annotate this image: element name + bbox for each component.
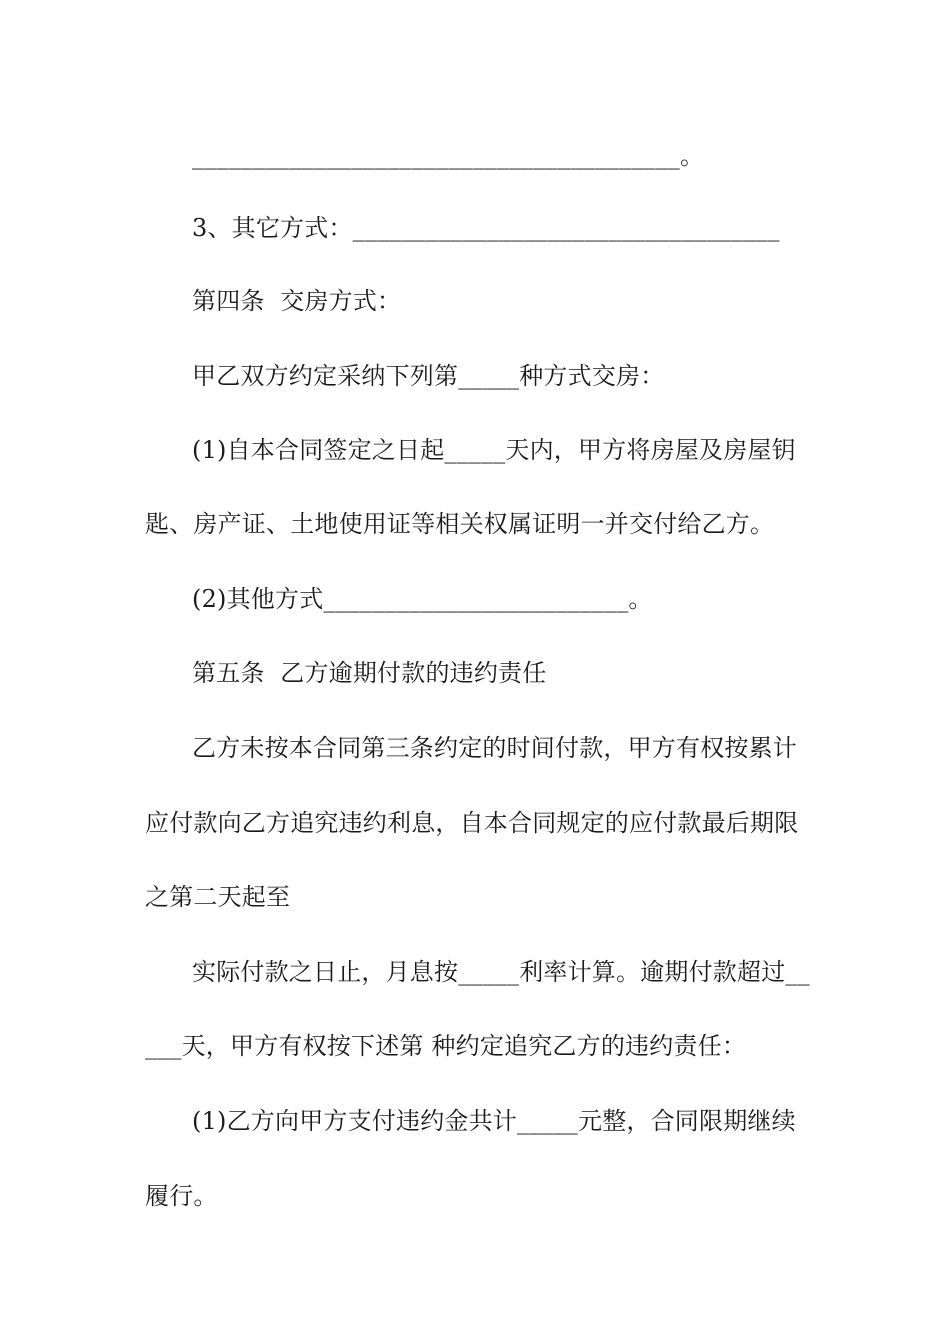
article-5-para-1-line-1: 乙方未按本合同第三条约定的时间付款，甲方有权按累计 bbox=[192, 734, 797, 762]
article-5-para-1-line-3: 之第二天起至 bbox=[145, 883, 291, 911]
article-5-item-1-line-1: (1)乙方向甲方支付违约金共计_____元整，合同限期继续 bbox=[192, 1107, 796, 1135]
article-5-para-1-line-2: 应付款向乙方追究违约利息，自本合同规定的应付款最后期限 bbox=[145, 809, 799, 837]
article-5-para-2-line-1: 实际付款之日止，月息按_____利率计算。逾期付款超过__ bbox=[192, 958, 810, 986]
article-4-item-1-line-2: 匙、房产证、土地使用证等相关权属证明一并交付给乙方。 bbox=[145, 510, 775, 538]
article-4-item-1-line-1: (1)自本合同签定之日起_____天内，甲方将房屋及房屋钥 bbox=[192, 436, 796, 464]
article-5-para-2-line-2: ___天，甲方有权按下述第 种约定追究乙方的违约责任： bbox=[145, 1032, 747, 1060]
article-4-intro: 甲乙双方约定采纳下列第_____种方式交房： bbox=[192, 362, 665, 390]
article-5-item-1-line-2: 履行。 bbox=[145, 1182, 218, 1210]
blank-fill-line: ________________________________________。 bbox=[192, 142, 705, 170]
article-4-heading: 第四条 交房方式： bbox=[192, 287, 402, 315]
article-4-item-2: (2)其他方式_________________________。 bbox=[192, 585, 653, 613]
article-5-heading: 第五条 乙方逾期付款的违约责任 bbox=[192, 659, 547, 687]
clause-3-other-method: 3、其它方式：___________________________________ bbox=[192, 214, 780, 242]
